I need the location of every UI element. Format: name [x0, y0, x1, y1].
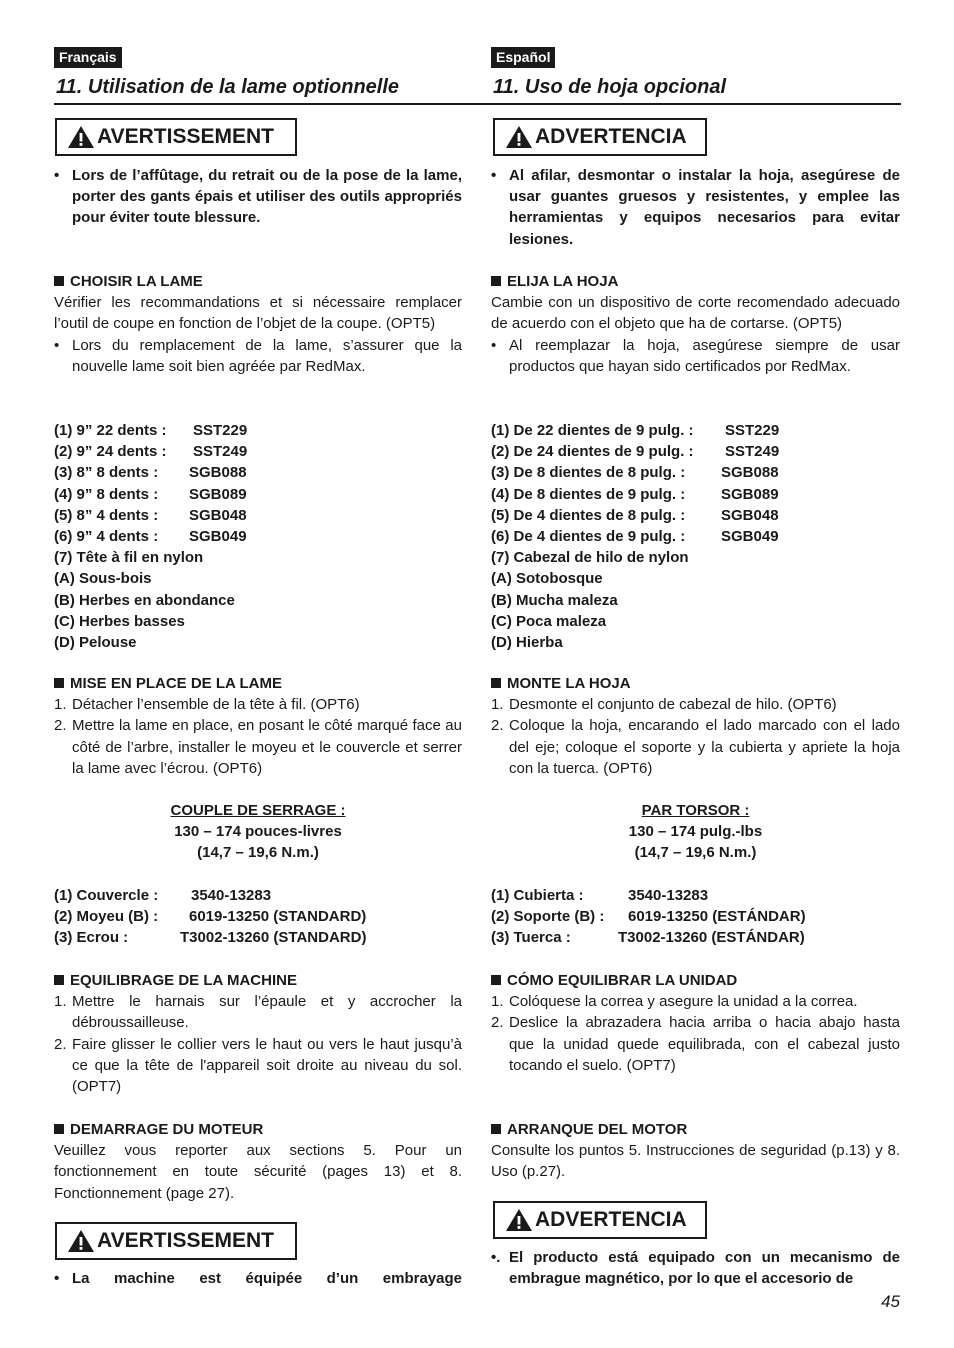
list-item: (B) Herbes en abondance: [54, 591, 235, 609]
section-heading: ELIJA LA HOJA: [507, 273, 619, 290]
list-item: (5) De 4 dientes de 8 pulg. : SGB048: [491, 506, 779, 524]
warning-triangle-icon: [67, 125, 95, 149]
section-heading: ARRANQUE DEL MOTOR: [507, 1121, 688, 1138]
list-item: (2) Soporte (B) : 6019-13250 (ESTÁNDAR): [491, 908, 806, 926]
list-item: (2) Moyeu (B) : 6019-13250 (STANDARD): [54, 908, 367, 926]
list-item: (7) Tête à fil en nylon: [54, 549, 204, 567]
list-item: (6) De 4 dientes de 9 pulg. : SGB049: [491, 528, 779, 546]
list-item: (1) Cubierta : 3540-13283: [491, 887, 709, 904]
warning-box-es-1: [493, 118, 707, 156]
start-engine-section-fr: DEMARRAGE DU MOTEUR Veuillez vous reporter aux sections 5. Pour un fonctionnement en toute sécurité (pages 13) et 8. Fonctionnement (page 27).: [54, 1121, 462, 1202]
header-rule: [54, 103, 901, 105]
warning-triangle-icon: [505, 125, 533, 149]
list-item: (3) Tuerca : T3002-13260 (ESTÁNDAR): [491, 929, 805, 947]
section-heading: MISE EN PLACE DE LA LAME: [70, 675, 282, 692]
warning-label: AVERTISSEMENT: [97, 1229, 274, 1252]
bullet-text: Al reemplazar la hoja, asegúrese siempre de usar productos que hayan sido certificados por RedMax.: [509, 336, 900, 375]
list-item: (C) Herbes basses: [54, 612, 185, 630]
list-item: (C) Poca maleza: [491, 612, 607, 630]
section-title-fr: 11. Utilisation de la lame optionnelle: [56, 76, 400, 98]
list-item: (4) 9” 8 dents : SGB089: [54, 485, 247, 503]
warning-label: ADVERTENCIA: [535, 125, 687, 148]
list-item: (3) De 8 dientes de 8 pulg. : SGB088: [491, 464, 779, 482]
blade-list-es: [491, 420, 900, 653]
list-item: (5) 8” 4 dents : SGB048: [54, 506, 247, 524]
warning-text-fr-1: • Lors de l’affûtage, du retrait ou de la pose de la lame, porter des gants épais et utiliser des outils appropriés pour éviter toute blessure.: [54, 167, 462, 227]
balance-section-fr: EQUILIBRAGE DE LA MACHINE 1. Mettre le harnais sur l’épaule et y accrocher la débroussailleuse. 2. Faire glisser le collier vers le haut ou vers le haut jusqu’à ce que la tête de l'appareil soit droite au niveau du sol. (OPT7): [54, 972, 462, 1096]
section-heading: CHOISIR LA LAME: [70, 273, 203, 290]
section-heading: MONTE LA HOJA: [507, 675, 631, 692]
parts-list-fr: [54, 885, 462, 949]
section-title-es: 11. Uso de hoja opcional: [493, 76, 727, 98]
section-heading: CÓMO EQUILIBRAR LA UNIDAD: [507, 972, 738, 989]
list-item: (7) Cabezal de hilo de nylon: [491, 549, 689, 567]
warning-box-es-2: [493, 1201, 707, 1239]
section-heading: EQUILIBRAGE DE LA MACHINE: [70, 972, 297, 989]
language-tag-fr: Français: [54, 47, 122, 68]
balance-section-es: CÓMO EQUILIBRAR LA UNIDAD 1. Colóquese la correa y asegure la unidad a la correa. 2. Deslice la abrazadera hacia arriba o hacia abajo hasta que la unidad quede equilibrada, con el cabezal justo tocando el suelo. (OPT7): [491, 972, 900, 1074]
list-item: (4) De 8 dientes de 9 pulg. : SGB089: [491, 485, 779, 503]
warning-box-fr-1: [55, 118, 297, 156]
warning-text-fr-2: • La machine est équipée d’un embrayage: [54, 1270, 462, 1287]
list-item: (D) Hierba: [491, 634, 563, 652]
list-item: (3) Ecrou : T3002-13260 (STANDARD): [54, 929, 367, 947]
start-engine-section-es: ARRANQUE DEL MOTOR Consulte los puntos 5. Instrucciones de seguridad (p.13) y 8. Uso (p.27).: [491, 1121, 900, 1181]
torque-spec-fr: COUPLE DE SERRAGE : 130 – 174 pouces-livres (14,7 – 19,6 N.m.): [170, 802, 346, 862]
list-item: (3) 8” 8 dents : SGB088: [54, 464, 247, 482]
warning-box-fr-2: [55, 1222, 297, 1260]
warning-label: AVERTISSEMENT: [97, 125, 274, 148]
blade-list-fr: [54, 420, 462, 653]
warning-text-es-1: • Al afilar, desmontar o instalar la hoja, asegúrese de usar guantes gruesos y resistentes, y emplee las herramientas y equipos necesarios para evitar lesiones.: [491, 167, 900, 248]
warning-text-es-2: •. El producto está equipado con un mecanismo de embrague magnético, por lo que el accesorio de: [491, 1249, 900, 1288]
choose-blade-section-es: ELIJA LA HOJA Cambie con un dispositivo de corte recomendado adecuado de acuerdo con el objeto que ha de cortarse. (OPT5) • Al reemplazar la hoja, asegúrese siempre de usar productos que hayan sido certificados por RedMax.: [491, 271, 900, 377]
list-item: (2) De 24 dientes de 9 pulg. : SST249: [491, 443, 780, 461]
page-number: 45: [881, 1292, 900, 1311]
warning-triangle-icon: [505, 1208, 533, 1232]
warning-label: ADVERTENCIA: [535, 1208, 687, 1231]
list-item: (A) Sotobosque: [491, 570, 603, 588]
torque-spec-es: PAR TORSOR : 130 – 174 pulg.-lbs (14,7 – 19,6 N.m.): [628, 802, 763, 862]
list-item: (1) Couvercle : 3540-13283: [54, 887, 272, 904]
choose-blade-section-fr: CHOISIR LA LAME Vérifier les recommandations et si nécessaire remplacer l’outil de coupe en fonction de l’objet de la coupe. (OPT5) • Lors du remplacement de la lame, s’assurer que la nouvelle lame soit bien agréée par RedMax.: [54, 271, 462, 377]
install-blade-section-fr: MISE EN PLACE DE LA LAME 1. Détacher l’ensemble de la tête à fil. (OPT6) 2. Mettre la lame en place, en posant le côté marqué face au côté de l’arbre, installer le moyeu et le couvercle et serrer la lame avec l’écrou. (OPT6): [54, 675, 462, 777]
list-item: (A) Sous-bois: [54, 570, 152, 588]
list-item: (D) Pelouse: [54, 634, 137, 652]
list-item: (1) 9” 22 dents : SST229: [54, 422, 248, 439]
list-item: (6) 9” 4 dents : SGB049: [54, 528, 247, 546]
list-item: (B) Mucha maleza: [491, 591, 618, 609]
parts-list-es: [491, 885, 900, 949]
language-tag-es: Español: [491, 47, 555, 68]
paragraph: Vérifier les recommandations et si nécessaire remplacer l’outil de coupe en fonction de l’objet de la coupe. (OPT5): [54, 294, 462, 333]
install-blade-section-es: MONTE LA HOJA 1. Desmonte el conjunto de cabezal de hilo. (OPT6) 2. Coloque la hoja, encarando el lado marcado con el lado del eje; coloque el soporte y la cubierta y apriete la hoja con la tuerca. (OPT6): [491, 675, 900, 777]
paragraph: Cambie con un dispositivo de corte recomendado adecuado de acuerdo con el objeto que ha de cortarse. (OPT5): [491, 294, 900, 333]
list-item: (1) De 22 dientes de 9 pulg. : SST229: [491, 422, 780, 439]
section-heading: DEMARRAGE DU MOTEUR: [70, 1121, 264, 1138]
bullet-text: Lors du remplacement de la lame, s’assurer que la nouvelle lame soit bien agréée par RedMax.: [72, 336, 462, 375]
warning-triangle-icon: [67, 1229, 95, 1253]
list-item: (2) 9” 24 dents : SST249: [54, 443, 248, 461]
